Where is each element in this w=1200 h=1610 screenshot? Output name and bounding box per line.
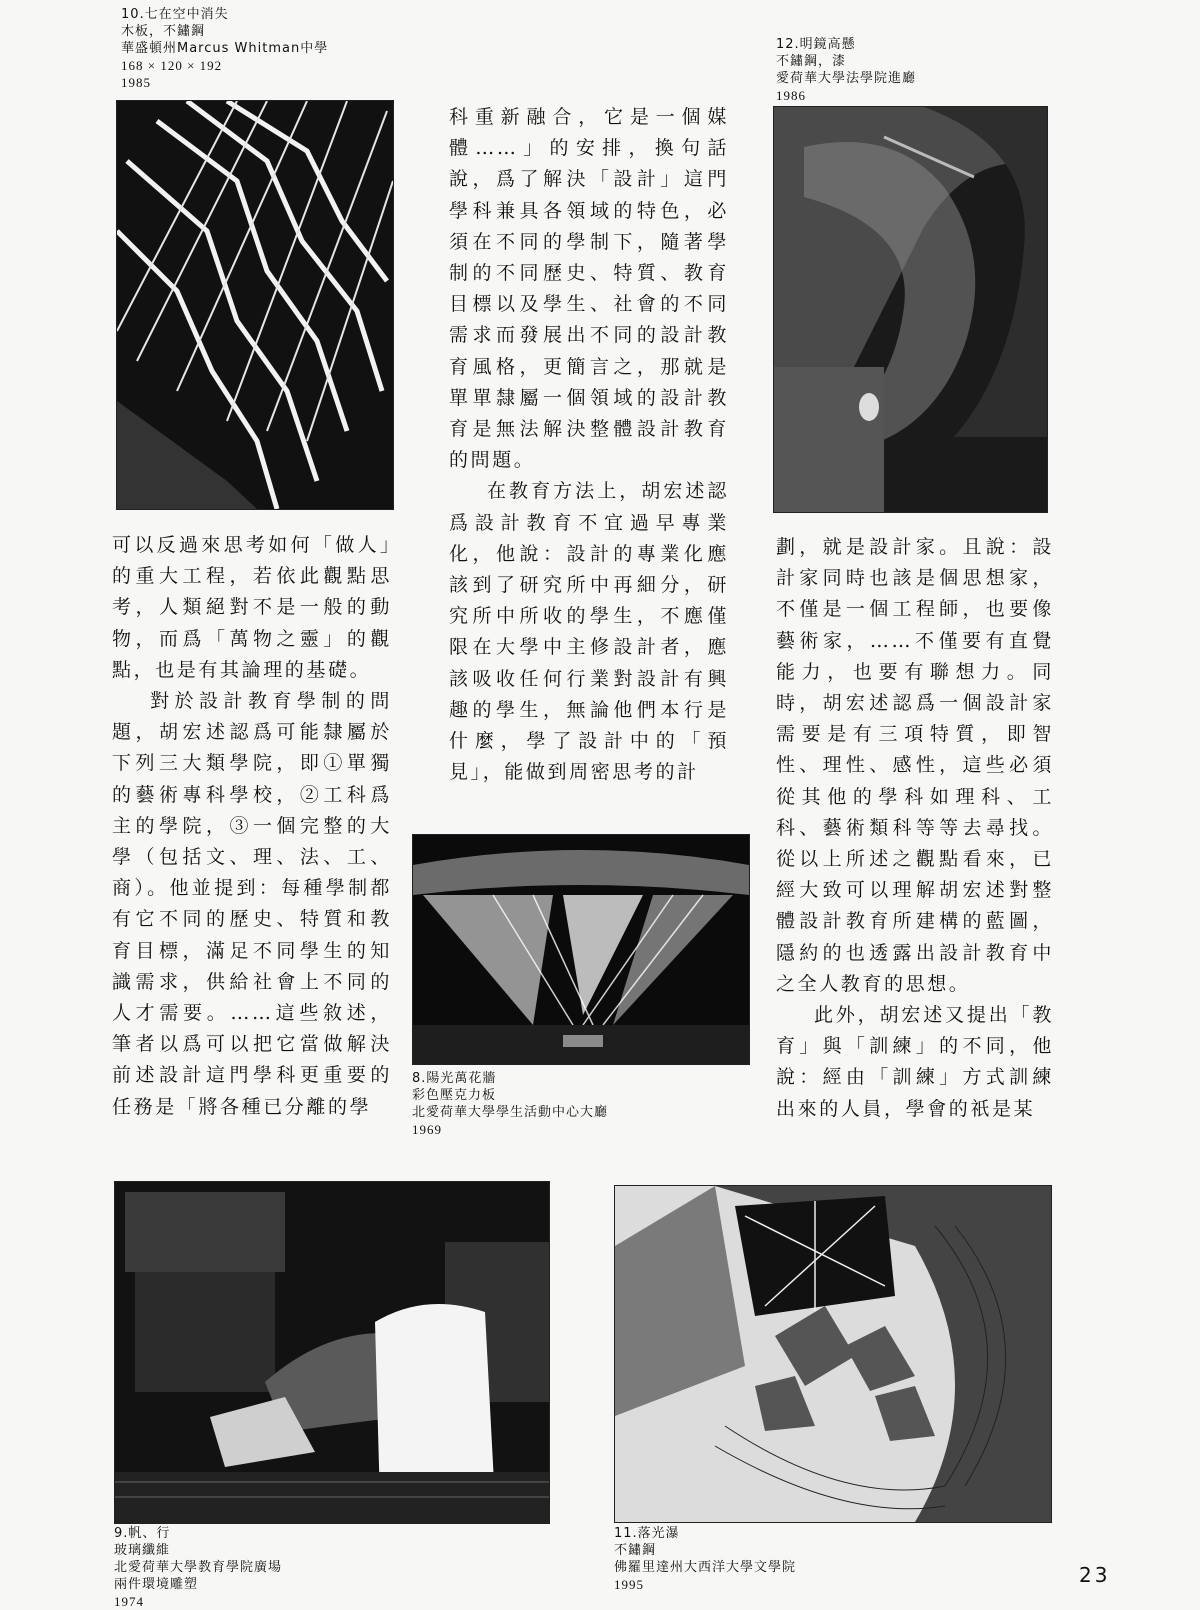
- page-number: 23: [1079, 1563, 1111, 1587]
- caption-location: 佛羅里達州大西洋大學文學院: [614, 1560, 797, 1575]
- paragraph: 科重新融合，它是一個媒體……」的安排，換句話說，爲了解決「設計」這門學科兼具各領域的特色，必須在不同的學制下，隨著學制的不同歷史、特質、教育目標以及學生、社會的不同需求而發展出不同的設計教育風格，更簡言之，那就是單單隸屬一個領域的設計教育是無法解決整體設計教育的問題。: [449, 106, 729, 472]
- paragraph: 此外，胡宏述又提出「教育」與「訓練」的不同，他說：經由「訓練」方式訓練出來的人員，學會的祇是某: [776, 1004, 1054, 1120]
- paragraph: 在教育方法上，胡宏述認爲設計教育不宜過早專業化，他說：設計的專業化應該到了研究所中再細分，研究所中所收的學生，不應僅限在大學中主修設計者，應該吸收任何行業對設計有興趣的學生，無論他們本行是什麼，學了設計中的「預見」，能做到周密思考的計: [449, 480, 729, 784]
- caption-year: 1986: [776, 88, 806, 103]
- caption-material: 不鏽鋼: [614, 1543, 657, 1558]
- caption-location: 愛荷華大學法學院進廳: [776, 71, 917, 86]
- text-column-left: [112, 530, 392, 1123]
- paragraph: 對於設計教育學制的問題，胡宏述認爲可能隸屬於下列三大類學院，即①單獨的藝術專科學校，②工科爲主的學院，③一個完整的大學（包括文、理、法、工、商）。他並提到：每種學制都有它不同的歷史、特質和教育目標，滿足不同學生的知識需求，供給社會上不同的人才需要。……這些敘述，筆者以爲可以把它當做解決前述設計這門學科更重要的任務是「將各種已分離的學: [112, 690, 392, 1118]
- caption-title: 11.落光瀑: [614, 1526, 680, 1541]
- paragraph: 可以反過來思考如何「做人」的重大工程，若依此觀點思考，人類絕對不是一般的動物，而爲「萬物之靈」的觀點，也是有其論理的基礎。: [112, 534, 392, 681]
- caption-location: 北愛荷華大學教育學院廣場: [114, 1560, 283, 1575]
- caption-material: 木板，不鏽鋼: [121, 24, 206, 39]
- caption-year: 1969: [412, 1122, 442, 1137]
- caption-artwork-12: [776, 36, 916, 104]
- caption-year: 1974: [114, 1594, 144, 1609]
- caption-title: 10.七在空中消失: [121, 7, 229, 22]
- caption-title: 9.帆、行: [114, 1526, 171, 1541]
- caption-location: 北愛荷華大學學生活動中心大廳: [412, 1105, 609, 1120]
- caption-year: 1995: [614, 1577, 644, 1592]
- caption-year: 1985: [121, 75, 151, 90]
- text-column-middle: [449, 102, 729, 788]
- artwork-photo-9: [114, 1181, 550, 1524]
- artwork-photo-8: [412, 834, 750, 1065]
- caption-material: 彩色壓克力板: [412, 1088, 497, 1103]
- artwork-photo-12: [773, 106, 1048, 513]
- artwork-photo-10: [116, 100, 394, 510]
- artwork-photo-11: [614, 1185, 1052, 1523]
- text-column-right: [776, 532, 1054, 1125]
- caption-location: 華盛頓州Marcus Whitman中學: [121, 41, 329, 56]
- caption-title: 12.明鏡高懸: [776, 37, 856, 52]
- caption-artwork-11: [614, 1525, 796, 1593]
- caption-artwork-10: [121, 6, 328, 91]
- caption-artwork-9: [114, 1525, 282, 1610]
- caption-note: 兩件環境雕塑: [114, 1577, 199, 1592]
- caption-material: 不鏽鋼，漆: [776, 54, 847, 69]
- paragraph: 劃，就是設計家。且說：設計家同時也該是個思想家，不僅是一個工程師，也要像藝術家，……不僅要有直覺能力，也要有聯想力。同時，胡宏述認爲一個設計家需要是有三項特質，即智性、理性、感性，這些必須從其他的學科如理科、工科、藝術類科等等去尋找。從以上所述之觀點看來，已經大致可以理解胡宏述對整體設計教育所建構的藍圖，隱約的也透露出設計教育中之全人教育的思想。: [776, 536, 1054, 995]
- caption-title: 8.陽光萬花牆: [412, 1071, 497, 1086]
- caption-material: 玻璃纖維: [114, 1543, 171, 1558]
- caption-size: 168 × 120 × 192: [121, 58, 223, 73]
- caption-artwork-8: [412, 1070, 608, 1138]
